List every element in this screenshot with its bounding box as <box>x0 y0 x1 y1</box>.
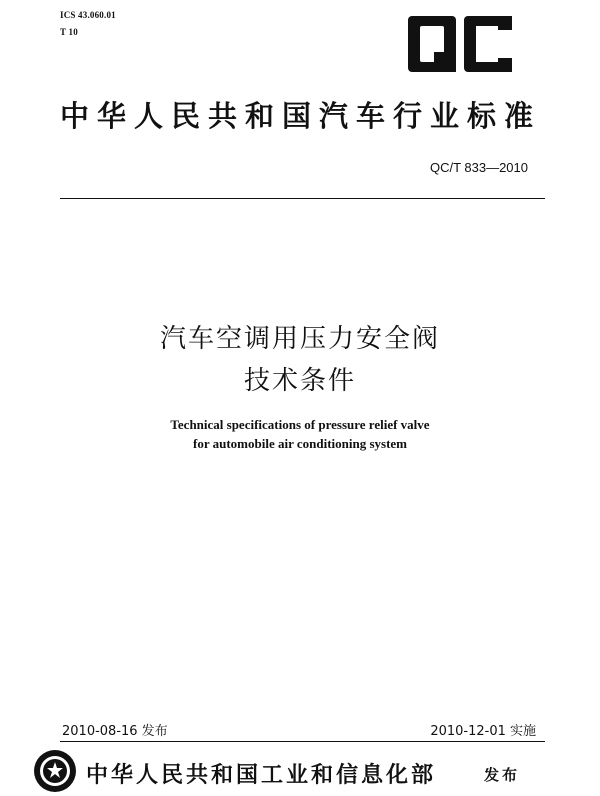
top-divider <box>60 198 545 199</box>
issue-date: 2010-08-16 发布 <box>62 724 168 739</box>
chinese-title-line-2: 技术条件 <box>243 366 356 396</box>
bottom-divider <box>60 741 545 742</box>
english-title-line-2: for automobile air conditioning system <box>192 436 408 451</box>
chinese-title-line-1: 汽车空调用压力安全阀 <box>159 324 440 354</box>
ics-code: ICS 43.060.01 <box>60 10 116 20</box>
national-emblem-icon <box>32 748 78 794</box>
publisher-name: 中华人民共和国工业和信息化部 <box>86 763 437 788</box>
english-title-line-1: Technical specifications of pressure relief valve <box>170 417 430 432</box>
implementation-date: 2010-12-01 实施 <box>430 724 536 739</box>
publish-label: 发布 <box>484 766 521 784</box>
qc-logo <box>406 14 514 74</box>
issuing-authority-title: 中华人民共和国汽车行业标准 <box>60 99 542 133</box>
classification-code: T 10 <box>60 27 78 37</box>
standard-number: QC/T 833—2010 <box>429 160 528 175</box>
